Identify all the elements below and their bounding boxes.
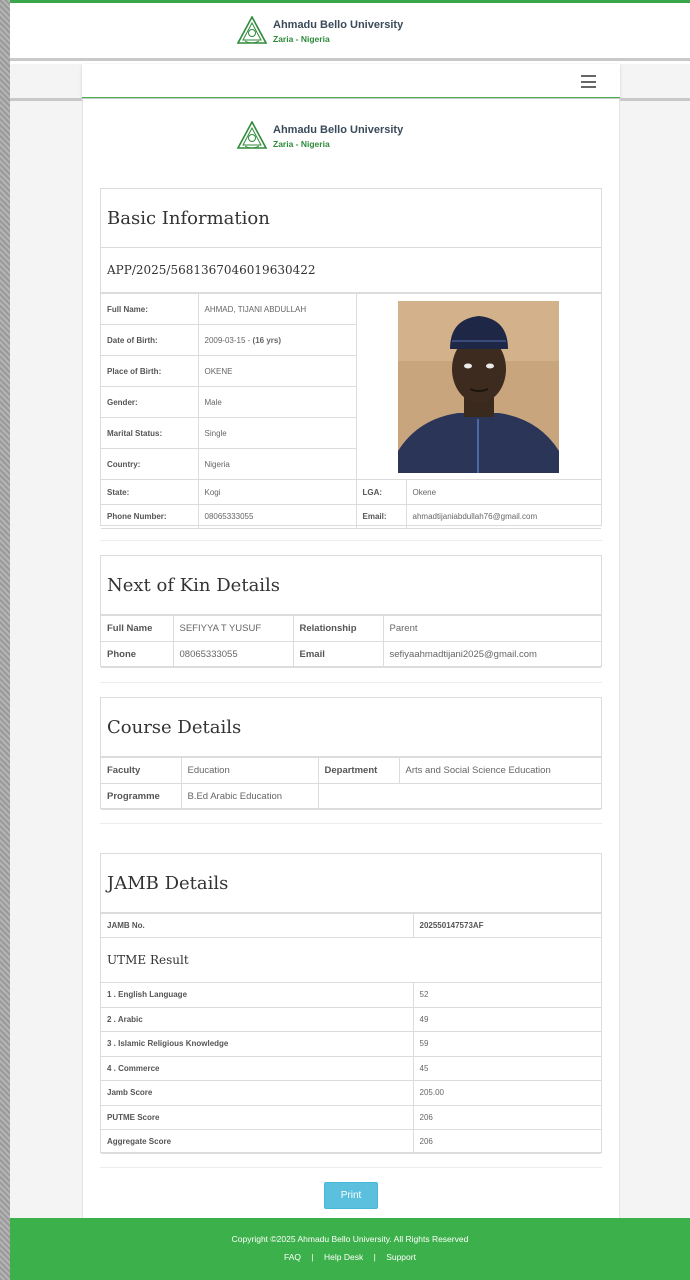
age: (16 yrs) — [252, 335, 281, 345]
country-label: Country: — [101, 449, 198, 480]
nok-name-value: SEFIYYA T YUSUF — [173, 616, 293, 642]
support-link[interactable]: Support — [386, 1252, 416, 1262]
basic-information-section — [100, 188, 602, 526]
marital-label: Marital Status: — [101, 418, 198, 449]
link-separator: | — [373, 1252, 376, 1262]
nok-relationship-label: Relationship — [293, 616, 383, 642]
subject-name: 1 . English Language — [101, 983, 413, 1008]
section-title: Basic Information — [101, 189, 601, 248]
section-divider — [100, 540, 602, 541]
nok-phone-label: Phone — [101, 642, 173, 668]
next-of-kin-section — [100, 555, 602, 667]
subject-score: 49 — [413, 1007, 601, 1032]
faculty-label: Faculty — [101, 758, 181, 784]
email-value: ahmadtijaniabdullah76@gmail.com — [406, 505, 601, 529]
content-brand — [236, 121, 403, 151]
section-divider — [100, 1167, 602, 1168]
utme-result-title: UTME Result — [101, 938, 601, 983]
section-divider — [100, 682, 602, 683]
subject-name: 3 . Islamic Religious Knowledge — [101, 1032, 413, 1057]
aggregate-score-value: 206 — [413, 1130, 601, 1154]
brand[interactable] — [236, 16, 403, 46]
state-label: State: — [101, 480, 198, 505]
pob-label: Place of Birth: — [101, 356, 198, 387]
gender-value: Male — [198, 387, 356, 418]
next-of-kin-table — [101, 615, 601, 668]
copyright-text: Copyright ©2025 Ahmadu Bello University. All Rights Reserved — [231, 1234, 469, 1244]
nok-relationship-value: Parent — [383, 616, 601, 642]
subject-score: 52 — [413, 983, 601, 1008]
dob-date: 2009-03-15 - — [204, 335, 253, 345]
nok-email-label: Email — [293, 642, 383, 668]
applicant-photo — [398, 301, 559, 473]
subject-name: 4 . Commerce — [101, 1056, 413, 1081]
section-title: JAMB Details — [101, 854, 601, 913]
full-name-label: Full Name: — [101, 294, 198, 325]
dob-label: Date of Birth: — [101, 325, 198, 356]
abu-logo-icon — [236, 121, 268, 151]
jamb-table — [101, 913, 601, 1154]
photo-cell — [356, 294, 601, 480]
abu-logo-icon — [236, 16, 268, 46]
course-details-section — [100, 697, 602, 809]
basic-info-table — [101, 293, 601, 529]
phone-label: Phone Number: — [101, 505, 198, 529]
link-separator: | — [311, 1252, 314, 1262]
country-value: Nigeria — [198, 449, 356, 480]
jamb-score-value: 205.00 — [413, 1081, 601, 1106]
footer-links — [10, 1252, 690, 1262]
putme-score-value: 206 — [413, 1105, 601, 1130]
section-title: Next of Kin Details — [101, 556, 601, 615]
programme-label: Programme — [101, 784, 181, 810]
left-edge — [0, 0, 10, 1280]
nok-email-value: sefiyaahmadtijani2025@gmail.com — [383, 642, 601, 668]
marital-value: Single — [198, 418, 356, 449]
nok-name-label: Full Name — [101, 616, 173, 642]
gender-label: Gender: — [101, 387, 198, 418]
pob-value: OKENE — [198, 356, 356, 387]
department-label: Department — [318, 758, 399, 784]
programme-value: B.Ed Arabic Education — [181, 784, 318, 810]
help-desk-link[interactable]: Help Desk — [324, 1252, 364, 1262]
course-details-table — [101, 757, 601, 810]
section-title: Course Details — [101, 698, 601, 757]
subject-score: 45 — [413, 1056, 601, 1081]
table-row — [101, 1056, 601, 1081]
university-name: Ahmadu Bello University — [273, 123, 404, 136]
full-name-value: AHMAD, TIJANI ABDULLAH — [198, 294, 356, 325]
empty-cell — [318, 784, 601, 810]
navbar — [82, 64, 620, 99]
jamb-no-value: 202550147573AF — [413, 914, 601, 938]
subject-score: 59 — [413, 1032, 601, 1057]
table-row — [101, 1032, 601, 1057]
email-label: Email: — [356, 505, 406, 529]
nok-phone-value: 08065333055 — [173, 642, 293, 668]
table-row — [101, 983, 601, 1008]
university-location: Zaria - Nigeria — [273, 33, 330, 44]
phone-value: 08065333055 — [198, 505, 356, 529]
site-footer — [10, 1218, 690, 1280]
lga-label: LGA: — [356, 480, 406, 505]
lga-value: Okene — [406, 480, 601, 505]
putme-score-label: PUTME Score — [101, 1105, 413, 1130]
print-button[interactable]: Print — [324, 1182, 378, 1209]
site-header — [10, 3, 690, 61]
state-value: Kogi — [198, 480, 356, 505]
faculty-value: Education — [181, 758, 318, 784]
university-location: Zaria - Nigeria — [273, 138, 330, 149]
hamburger-icon[interactable] — [581, 75, 596, 88]
university-name: Ahmadu Bello University — [273, 18, 404, 31]
table-row — [101, 1007, 601, 1032]
aggregate-score-label: Aggregate Score — [101, 1130, 413, 1154]
jamb-no-label: JAMB No. — [101, 914, 413, 938]
application-number: APP/2025/5681367046019630422 — [101, 248, 601, 293]
faq-link[interactable]: FAQ — [284, 1252, 302, 1262]
subject-name: 2 . Arabic — [101, 1007, 413, 1032]
dob-value — [198, 325, 356, 356]
jamb-details-section — [100, 853, 602, 1153]
section-divider — [100, 823, 602, 824]
department-value: Arts and Social Science Education — [399, 758, 601, 784]
jamb-score-label: Jamb Score — [101, 1081, 413, 1106]
